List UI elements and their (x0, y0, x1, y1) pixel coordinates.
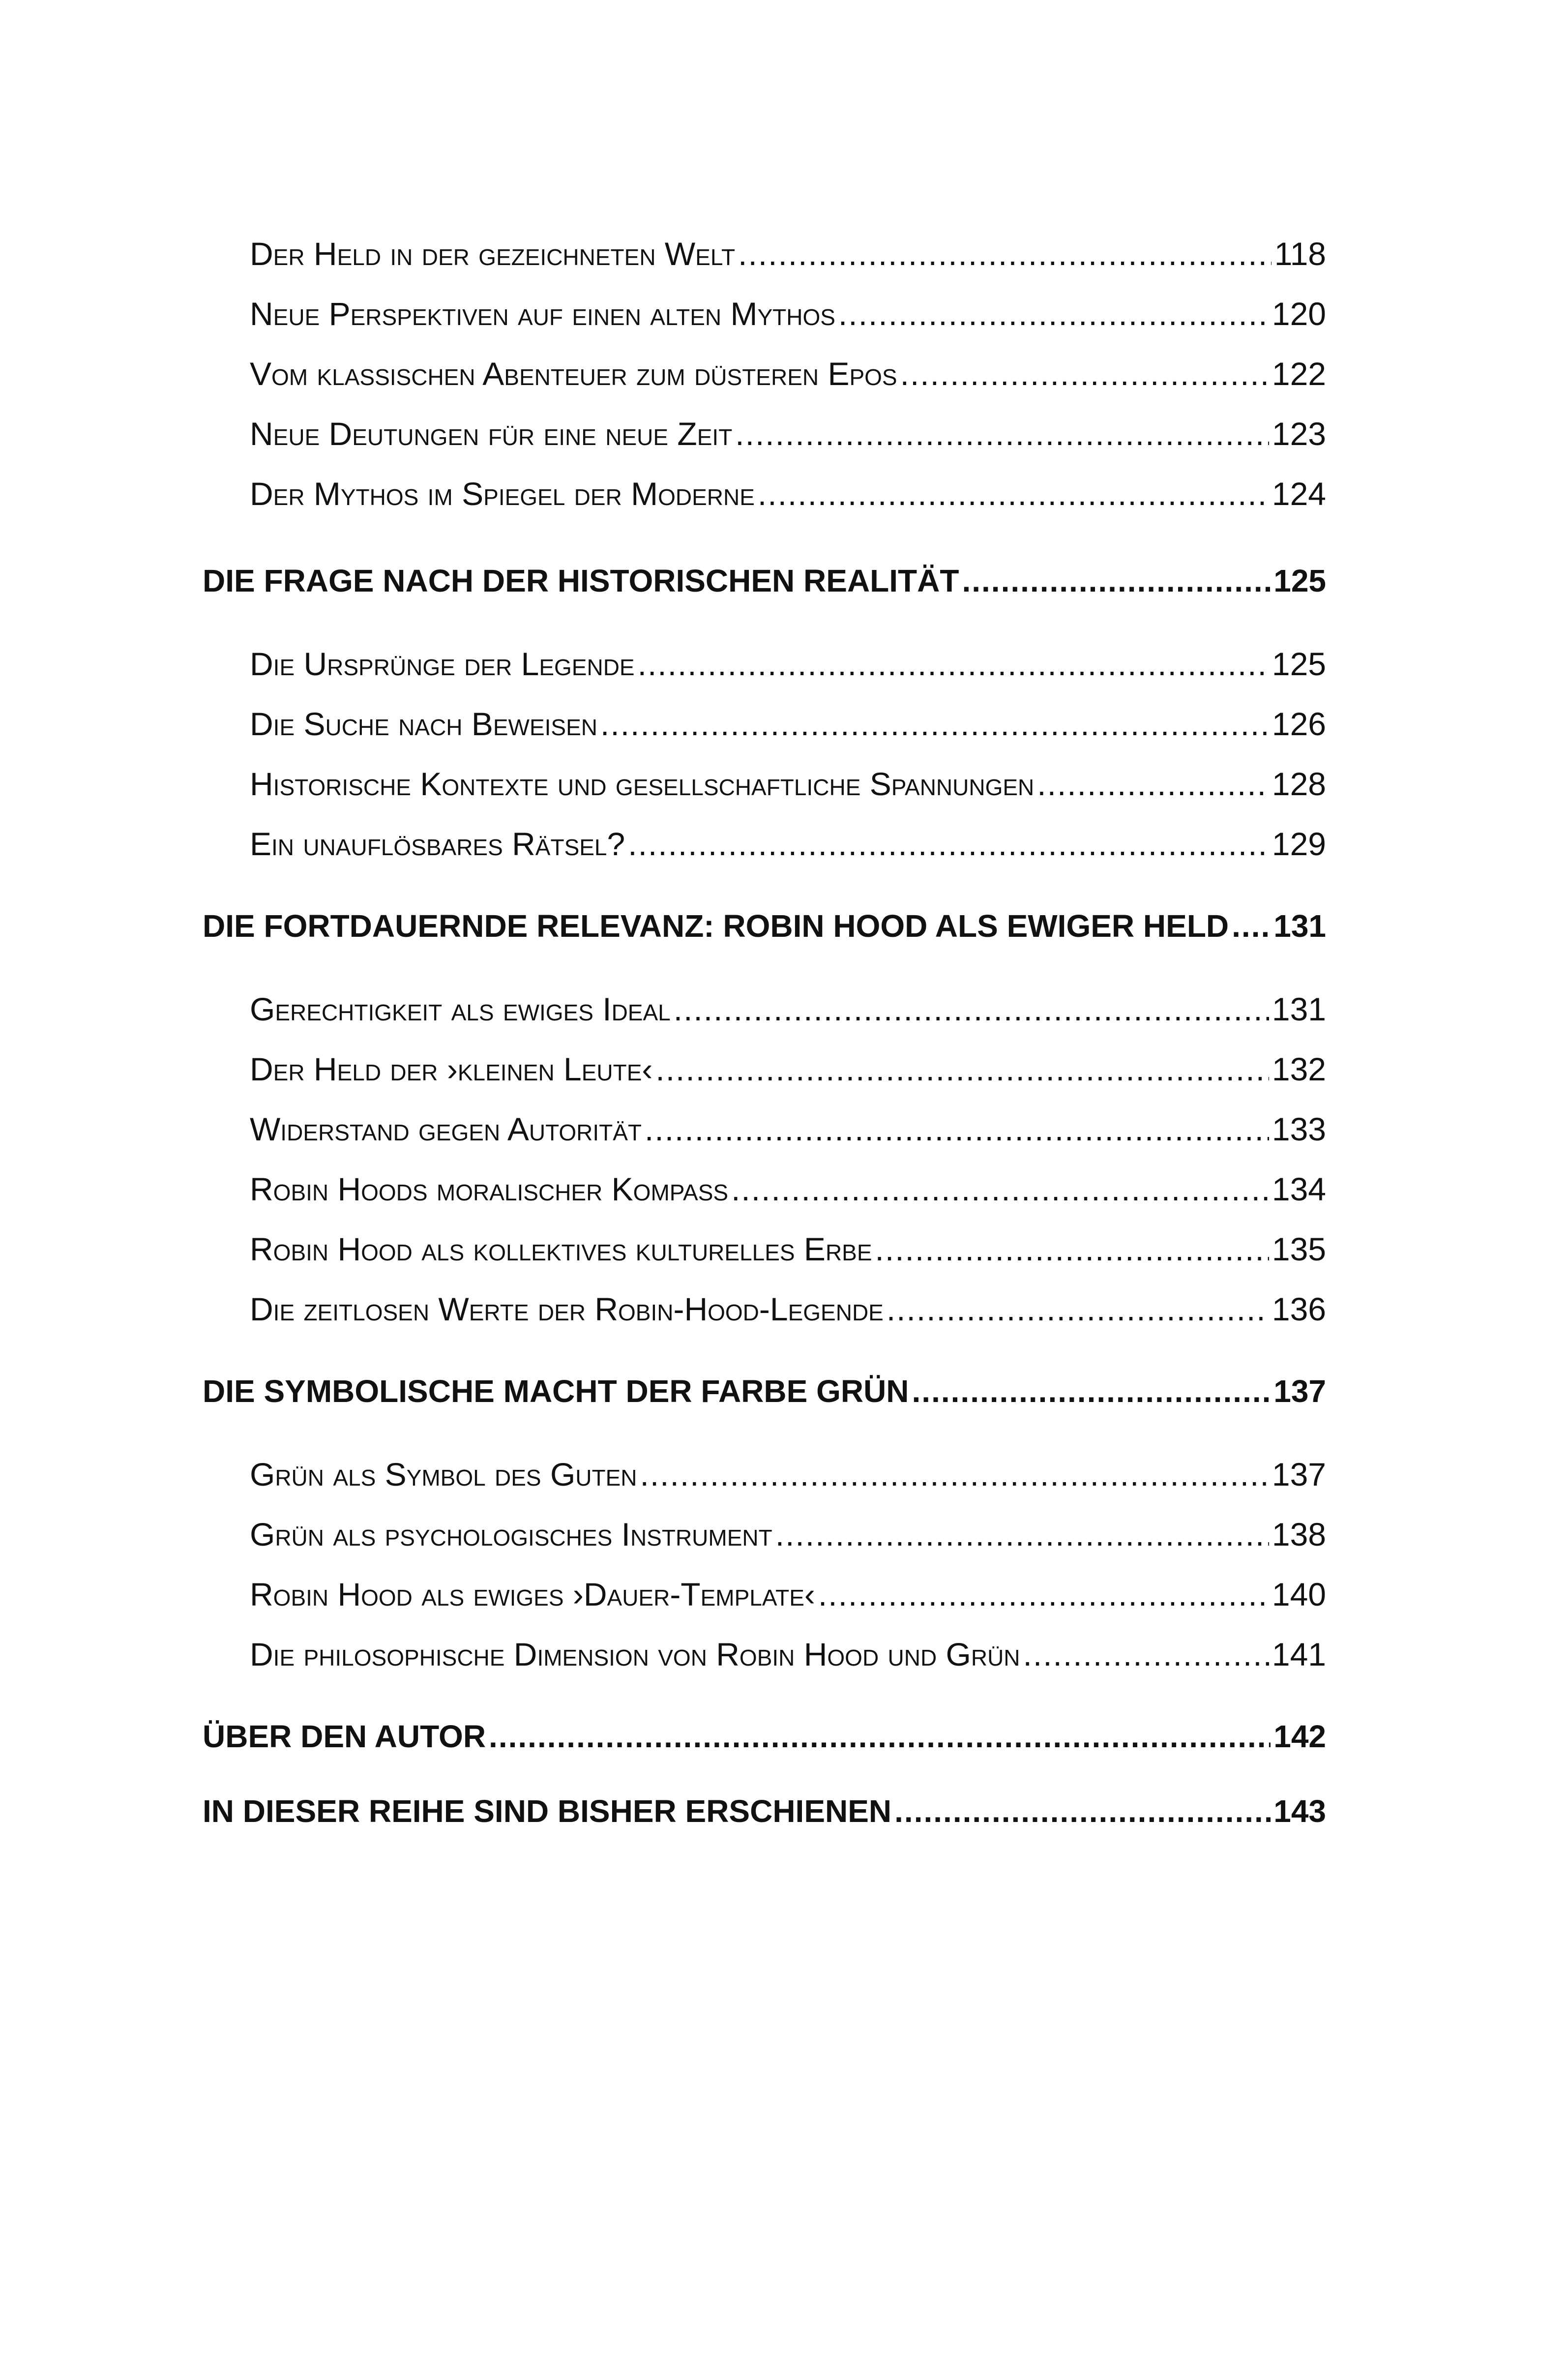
toc-chapter[interactable] (203, 1718, 1326, 1755)
toc-entry-title: Der Held in der gezeichneten Welt (250, 236, 736, 272)
toc-entry-page: 132 (1272, 1051, 1326, 1087)
toc-entry-title: Robin Hoods moralischer Kompass (250, 1171, 729, 1207)
toc-entry-page: 129 (1272, 826, 1326, 862)
toc-entry-title: Widerstand gegen Autorität (250, 1111, 642, 1147)
toc-entry-title: Der Held der ›kleinen Leute‹ (250, 1051, 653, 1087)
toc-entry-page: 141 (1272, 1636, 1326, 1672)
toc-entry-page: 120 (1272, 296, 1326, 332)
dot-leader (758, 475, 1269, 512)
dot-leader (775, 1516, 1269, 1553)
toc-entry[interactable] (250, 825, 1326, 863)
toc-entry-title: Ein unauflösbares Rätsel? (250, 826, 625, 862)
toc-entry-page: 136 (1272, 1291, 1326, 1327)
toc-entry[interactable] (250, 1230, 1326, 1268)
dot-leader (962, 563, 1271, 599)
toc-entry[interactable] (250, 765, 1326, 803)
dot-leader (731, 1170, 1269, 1208)
toc-entry-page: 123 (1272, 416, 1326, 452)
toc-chapter-page: 125 (1273, 563, 1326, 598)
toc-entry[interactable] (250, 1516, 1326, 1553)
toc-chapter-page: 143 (1273, 1793, 1326, 1829)
toc-entry[interactable] (250, 1636, 1326, 1673)
dot-leader (640, 1456, 1269, 1493)
toc-entry-page: 122 (1272, 356, 1326, 392)
toc-entry-page: 138 (1272, 1516, 1326, 1552)
toc-entry-page: 137 (1272, 1456, 1326, 1492)
toc-chapter[interactable] (203, 563, 1326, 599)
dot-leader (900, 355, 1269, 392)
dot-leader (645, 1110, 1269, 1148)
toc-entry-page: 124 (1272, 476, 1326, 512)
toc-entry-page: 140 (1272, 1576, 1326, 1612)
toc-entry-title: Die zeitlosen Werte der Robin-Hood-Legende (250, 1291, 884, 1327)
toc-entry[interactable] (250, 1050, 1326, 1088)
toc-chapter-title: DIE FORTDAUERNDE RELEVANZ: ROBIN HOOD ALS EWIGER HELD (203, 908, 1229, 944)
toc-chapter-page: 137 (1273, 1373, 1326, 1409)
toc-chapter-title: DIE SYMBOLISCHE MACHT DER FARBE GRÜN (203, 1373, 909, 1409)
toc-chapter-page: 131 (1273, 908, 1326, 944)
toc-entry-title: Grün als psychologisches Instrument (250, 1516, 772, 1552)
toc-entry-title: Gerechtigkeit als ewiges Ideal (250, 991, 671, 1027)
toc-entry[interactable] (250, 355, 1326, 392)
toc-chapter-title: ÜBER DEN AUTOR (203, 1719, 486, 1754)
toc-entry-title: Der Mythos im Spiegel der Moderne (250, 476, 755, 512)
dot-leader (875, 1230, 1269, 1268)
toc-entry[interactable] (250, 1110, 1326, 1148)
toc-entry-title: Die philosophische Dimension von Robin Hood und Grün (250, 1636, 1020, 1672)
toc-entry[interactable] (250, 1290, 1326, 1328)
toc-entry[interactable] (250, 705, 1326, 743)
dot-leader (894, 1793, 1271, 1829)
toc-chapter[interactable] (203, 1373, 1326, 1409)
toc-entry-title: Neue Perspektiven auf einen alten Mythos (250, 296, 835, 332)
dot-leader (628, 825, 1269, 863)
toc-entry[interactable] (250, 1576, 1326, 1613)
toc-chapter-title: DIE FRAGE NACH DER HISTORISCHEN REALITÄT (203, 563, 959, 598)
toc-entry-title: Robin Hood als kollektives kulturelles Erbe (250, 1231, 872, 1267)
toc-entry-page: 131 (1272, 991, 1326, 1027)
toc-entry[interactable] (250, 1170, 1326, 1208)
dot-leader (838, 295, 1269, 332)
dot-leader (735, 415, 1269, 452)
toc-entry-title: Die Suche nach Beweisen (250, 706, 598, 742)
dot-leader (600, 705, 1269, 743)
dot-leader (655, 1050, 1269, 1088)
toc-entry[interactable] (250, 475, 1326, 512)
dot-leader (489, 1718, 1271, 1755)
toc-entry[interactable] (250, 295, 1326, 332)
dot-leader (1232, 908, 1271, 944)
toc-entry-page: 128 (1272, 766, 1326, 802)
toc-entry-title: Grün als Symbol des Guten (250, 1456, 637, 1492)
toc-entry-page: 135 (1272, 1231, 1326, 1267)
toc-entry[interactable] (250, 1456, 1326, 1493)
toc-entry[interactable] (250, 990, 1326, 1028)
dot-leader (912, 1373, 1271, 1409)
dot-leader (1037, 765, 1269, 803)
toc-entry-title: Vom klassischen Abenteuer zum düsteren Epos (250, 356, 897, 392)
toc-entry-page: 134 (1272, 1171, 1326, 1207)
toc-chapter[interactable] (203, 908, 1326, 944)
toc-entry-page: 133 (1272, 1111, 1326, 1147)
dot-leader (1023, 1636, 1269, 1673)
toc-entry-title: Robin Hood als ewiges ›Dauer-Template‹ (250, 1576, 815, 1612)
dot-leader (887, 1290, 1269, 1328)
toc-entry-page: 125 (1272, 646, 1326, 682)
toc-chapter-title: IN DIESER REIHE SIND BISHER ERSCHIENEN (203, 1793, 892, 1829)
toc-chapter[interactable] (203, 1793, 1326, 1829)
toc-entry-page: 126 (1272, 706, 1326, 742)
dot-leader (818, 1576, 1269, 1613)
toc-entry[interactable] (250, 235, 1326, 272)
toc-entry-title: Die Ursprünge der Legende (250, 646, 635, 682)
toc-chapter-page: 142 (1273, 1719, 1326, 1754)
dot-leader (674, 990, 1269, 1028)
toc-entry-page: 118 (1274, 236, 1326, 272)
toc-entry-title: Historische Kontexte und gesellschaftliche Spannungen (250, 766, 1035, 802)
toc-entry[interactable] (250, 415, 1326, 452)
toc-entry[interactable] (250, 645, 1326, 683)
dot-leader (638, 645, 1269, 683)
toc-entry-title: Neue Deutungen für eine neue Zeit (250, 416, 733, 452)
dot-leader (738, 235, 1272, 272)
